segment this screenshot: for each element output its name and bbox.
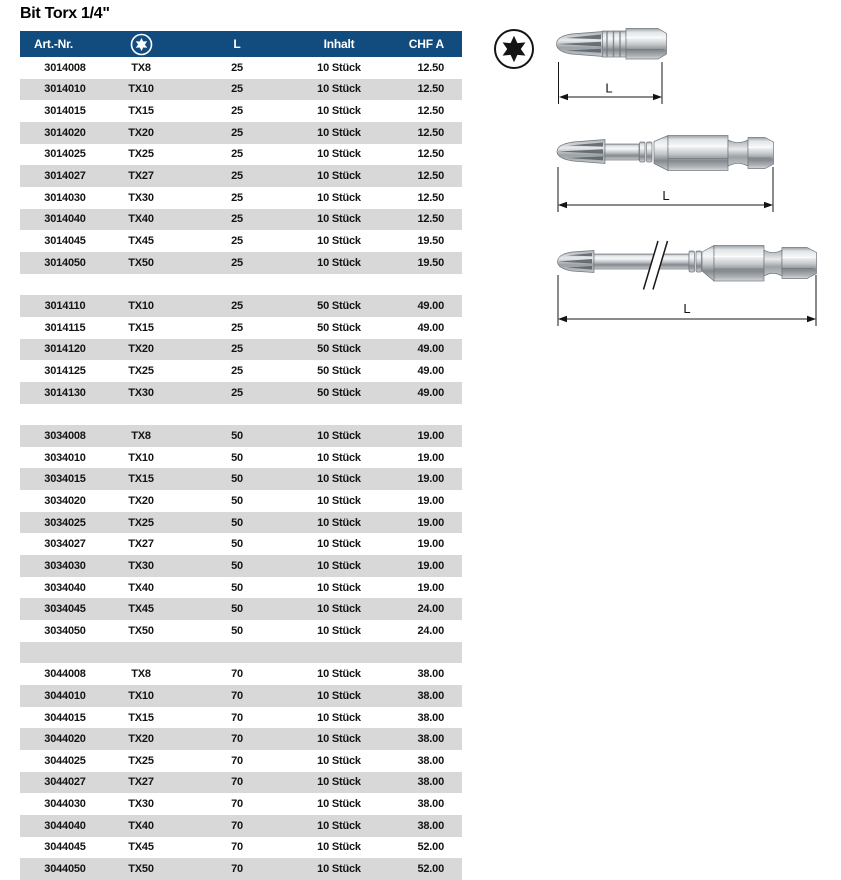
- table-row: [20, 772, 462, 794]
- cell-tx-size: TX15: [128, 321, 154, 334]
- cell-inhalt: 10 Stück: [317, 624, 361, 637]
- cell-tx-size: TX40: [128, 213, 154, 226]
- cell-artnr: 3014010: [44, 83, 86, 96]
- cell-inhalt: 10 Stück: [317, 668, 361, 681]
- cell-length: 50: [231, 581, 243, 594]
- cell-length: 25: [231, 343, 243, 356]
- cell-inhalt: 10 Stück: [317, 798, 361, 811]
- cell-length: 50: [231, 429, 243, 442]
- table-row: [20, 555, 462, 577]
- table-row: [20, 620, 462, 642]
- cell-length: 70: [231, 776, 243, 789]
- table-row: [20, 144, 462, 166]
- cell-price: 19.50: [417, 235, 444, 248]
- cell-length: 25: [231, 148, 243, 161]
- dimension-line-25mm: [559, 62, 663, 104]
- cell-length: 25: [231, 83, 243, 96]
- cell-tx-size: TX10: [128, 689, 154, 702]
- cell-length: 50: [231, 559, 243, 572]
- table-row: [20, 57, 462, 79]
- column-header-length: L: [233, 37, 241, 51]
- cell-length: 25: [231, 170, 243, 183]
- cell-length: 70: [231, 863, 243, 876]
- table-row: [20, 165, 462, 187]
- cell-artnr: 3014008: [44, 61, 86, 74]
- cell-inhalt: 10 Stück: [317, 819, 361, 832]
- cell-price: 24.00: [417, 603, 444, 616]
- cell-price: 19.50: [417, 256, 444, 269]
- cell-artnr: 3034030: [44, 559, 86, 572]
- cell-artnr: 3014050: [44, 256, 86, 269]
- cell-artnr: 3034020: [44, 494, 86, 507]
- cell-length: 25: [231, 213, 243, 226]
- cell-price: 19.00: [417, 494, 444, 507]
- table-row: [20, 295, 462, 317]
- cell-length: 25: [231, 365, 243, 378]
- cell-inhalt: 50 Stück: [317, 365, 361, 378]
- cell-price: 52.00: [417, 863, 444, 876]
- table-row: [20, 79, 462, 101]
- table-body: [20, 57, 462, 880]
- cell-artnr: 3014015: [44, 105, 86, 118]
- cell-price: 49.00: [417, 321, 444, 334]
- cell-artnr: 3044020: [44, 733, 86, 746]
- table-row: [20, 750, 462, 772]
- cell-inhalt: 10 Stück: [317, 689, 361, 702]
- cell-length: 25: [231, 235, 243, 248]
- cell-tx-size: TX10: [128, 300, 154, 313]
- table-row: [20, 339, 462, 361]
- column-header-artnr: Art.-Nr.: [34, 37, 74, 51]
- separator-row: [20, 404, 462, 426]
- cell-tx-size: TX27: [128, 170, 154, 183]
- cell-inhalt: 10 Stück: [317, 170, 361, 183]
- cell-length: 25: [231, 300, 243, 313]
- cell-tx-size: TX25: [128, 148, 154, 161]
- cell-price: 38.00: [417, 689, 444, 702]
- cell-artnr: 3044030: [44, 798, 86, 811]
- cell-inhalt: 50 Stück: [317, 321, 361, 334]
- cell-tx-size: TX40: [128, 819, 154, 832]
- table-row: [20, 100, 462, 122]
- cell-price: 24.00: [417, 624, 444, 637]
- cell-tx-size: TX30: [128, 798, 154, 811]
- cell-inhalt: 10 Stück: [317, 235, 361, 248]
- cell-inhalt: 10 Stück: [317, 191, 361, 204]
- cell-length: 50: [231, 494, 243, 507]
- bit-25mm-illustration: [557, 29, 667, 60]
- cell-length: 25: [231, 61, 243, 74]
- cell-artnr: 3044010: [44, 689, 86, 702]
- cell-length: 25: [231, 256, 243, 269]
- cell-inhalt: 10 Stück: [317, 603, 361, 616]
- cell-tx-size: TX20: [128, 343, 154, 356]
- column-header-inhalt: Inhalt: [323, 37, 355, 51]
- cell-tx-size: TX15: [128, 711, 154, 724]
- cell-artnr: 3034010: [44, 451, 86, 464]
- cell-length: 50: [231, 538, 243, 551]
- cell-length: 70: [231, 689, 243, 702]
- cell-artnr: 3034015: [44, 473, 86, 486]
- cell-tx-size: TX8: [131, 429, 151, 442]
- cell-tx-size: TX20: [128, 733, 154, 746]
- cell-inhalt: 50 Stück: [317, 386, 361, 399]
- price-table: [20, 31, 462, 880]
- cell-price: 12.50: [417, 105, 444, 118]
- cell-inhalt: 10 Stück: [317, 559, 361, 572]
- cell-price: 12.50: [417, 191, 444, 204]
- cell-tx-size: TX8: [131, 61, 151, 74]
- cell-price: 49.00: [417, 300, 444, 313]
- cell-price: 49.00: [417, 386, 444, 399]
- table-header: [20, 31, 462, 57]
- cell-inhalt: 10 Stück: [317, 473, 361, 486]
- table-row: [20, 533, 462, 555]
- cell-price: 38.00: [417, 776, 444, 789]
- cell-inhalt: 50 Stück: [317, 300, 361, 313]
- cell-inhalt: 10 Stück: [317, 733, 361, 746]
- page-title: Bit Torx 1/4": [20, 5, 110, 22]
- cell-inhalt: 10 Stück: [317, 538, 361, 551]
- cell-length: 70: [231, 841, 243, 854]
- cell-tx-size: TX25: [128, 754, 154, 767]
- table-row: [20, 382, 462, 404]
- cell-price: 19.00: [417, 429, 444, 442]
- cell-artnr: 3034008: [44, 429, 86, 442]
- cell-artnr: 3014040: [44, 213, 86, 226]
- cell-inhalt: 10 Stück: [317, 754, 361, 767]
- cell-tx-size: TX50: [128, 863, 154, 876]
- cell-inhalt: 10 Stück: [317, 126, 361, 139]
- cell-length: 70: [231, 733, 243, 746]
- cell-price: 52.00: [417, 841, 444, 854]
- cell-length: 70: [231, 754, 243, 767]
- cell-price: 19.00: [417, 559, 444, 572]
- cell-length: 50: [231, 516, 243, 529]
- torx-star-icon: [130, 33, 153, 56]
- table-row: [20, 685, 462, 707]
- table-row: [20, 793, 462, 815]
- cell-price: 19.00: [417, 581, 444, 594]
- cell-artnr: 3044025: [44, 754, 86, 767]
- cell-length: 50: [231, 451, 243, 464]
- cell-price: 38.00: [417, 754, 444, 767]
- cell-inhalt: 10 Stück: [317, 148, 361, 161]
- cell-length: 25: [231, 321, 243, 334]
- cell-tx-size: TX15: [128, 105, 154, 118]
- cell-price: 38.00: [417, 819, 444, 832]
- cell-artnr: 3034045: [44, 603, 86, 616]
- table-row: [20, 512, 462, 534]
- cell-inhalt: 10 Stück: [317, 105, 361, 118]
- cell-artnr: 3044015: [44, 711, 86, 724]
- cell-price: 38.00: [417, 798, 444, 811]
- cell-length: 25: [231, 386, 243, 399]
- cell-tx-size: TX40: [128, 581, 154, 594]
- cell-tx-size: TX50: [128, 256, 154, 269]
- cell-length: 70: [231, 711, 243, 724]
- table-row: [20, 468, 462, 490]
- table-row: [20, 577, 462, 599]
- cell-price: 38.00: [417, 711, 444, 724]
- table-row: [20, 187, 462, 209]
- cell-length: 50: [231, 603, 243, 616]
- cell-tx-size: TX15: [128, 473, 154, 486]
- table-row: [20, 858, 462, 880]
- cell-tx-size: TX27: [128, 538, 154, 551]
- cell-tx-size: TX20: [128, 126, 154, 139]
- column-header-torx: [110, 33, 172, 56]
- cell-inhalt: 10 Stück: [317, 61, 361, 74]
- cell-artnr: 3034027: [44, 538, 86, 551]
- cell-artnr: 3034025: [44, 516, 86, 529]
- cell-tx-size: TX30: [128, 191, 154, 204]
- column-header-price: CHF A: [408, 37, 444, 51]
- cell-inhalt: 10 Stück: [317, 429, 361, 442]
- cell-tx-size: TX45: [128, 603, 154, 616]
- cell-tx-size: TX25: [128, 516, 154, 529]
- cell-tx-size: TX27: [128, 776, 154, 789]
- dimension-line-70mm: [558, 275, 816, 326]
- table-row: [20, 209, 462, 231]
- table-row: [20, 122, 462, 144]
- table-row: [20, 598, 462, 620]
- cell-artnr: 3014120: [44, 343, 86, 356]
- cell-price: 12.50: [417, 83, 444, 96]
- cell-tx-size: TX10: [128, 451, 154, 464]
- cell-artnr: 3014115: [44, 321, 86, 334]
- table-row: [20, 252, 462, 274]
- cell-price: 12.50: [417, 61, 444, 74]
- cell-length: 25: [231, 191, 243, 204]
- cell-price: 12.50: [417, 126, 444, 139]
- cell-price: 49.00: [417, 343, 444, 356]
- cell-inhalt: 10 Stück: [317, 83, 361, 96]
- cell-inhalt: 10 Stück: [317, 581, 361, 594]
- cell-length: 25: [231, 105, 243, 118]
- table-row: [20, 728, 462, 750]
- cell-inhalt: 10 Stück: [317, 776, 361, 789]
- cell-artnr: 3014030: [44, 191, 86, 204]
- cell-inhalt: 10 Stück: [317, 256, 361, 269]
- cell-tx-size: TX45: [128, 235, 154, 248]
- table-row: [20, 425, 462, 447]
- cell-artnr: 3014025: [44, 148, 86, 161]
- table-row: [20, 317, 462, 339]
- cell-artnr: 3014125: [44, 365, 86, 378]
- cell-inhalt: 10 Stück: [317, 516, 361, 529]
- table-row: [20, 447, 462, 469]
- cell-length: 50: [231, 473, 243, 486]
- dimension-line-50mm: [558, 167, 773, 212]
- cell-price: 12.50: [417, 213, 444, 226]
- cell-inhalt: 50 Stück: [317, 343, 361, 356]
- cell-length: 70: [231, 668, 243, 681]
- cell-length: 70: [231, 819, 243, 832]
- cell-tx-size: TX50: [128, 624, 154, 637]
- cell-artnr: 3014130: [44, 386, 86, 399]
- cell-tx-size: TX45: [128, 841, 154, 854]
- cell-artnr: 3034040: [44, 581, 86, 594]
- cell-tx-size: TX25: [128, 365, 154, 378]
- cell-artnr: 3014110: [44, 300, 86, 313]
- table-row: [20, 490, 462, 512]
- cell-price: 19.00: [417, 451, 444, 464]
- dimension-label: L: [605, 80, 613, 96]
- dimension-label: L: [662, 188, 670, 203]
- cell-price: 19.00: [417, 516, 444, 529]
- cell-inhalt: 10 Stück: [317, 863, 361, 876]
- separator-row: [20, 642, 462, 664]
- dimension-label: L: [683, 301, 691, 316]
- cell-artnr: 3044050: [44, 863, 86, 876]
- cell-artnr: 3044027: [44, 776, 86, 789]
- cell-price: 38.00: [417, 668, 444, 681]
- cell-artnr: 3014027: [44, 170, 86, 183]
- cell-artnr: 3044008: [44, 668, 86, 681]
- cell-artnr: 3044045: [44, 841, 86, 854]
- cell-tx-size: TX20: [128, 494, 154, 507]
- cell-tx-size: TX10: [128, 83, 154, 96]
- cell-inhalt: 10 Stück: [317, 213, 361, 226]
- cell-length: 25: [231, 126, 243, 139]
- cell-artnr: 3034050: [44, 624, 86, 637]
- cell-inhalt: 10 Stück: [317, 841, 361, 854]
- cell-price: 19.00: [417, 473, 444, 486]
- torx-star-badge: [495, 30, 533, 68]
- table-row: [20, 663, 462, 685]
- table-row: [20, 815, 462, 837]
- product-diagrams: [480, 0, 841, 340]
- cell-length: 70: [231, 798, 243, 811]
- cell-inhalt: 10 Stück: [317, 711, 361, 724]
- cell-inhalt: 10 Stück: [317, 451, 361, 464]
- cell-length: 50: [231, 624, 243, 637]
- cell-price: 38.00: [417, 733, 444, 746]
- cell-artnr: 3044040: [44, 819, 86, 832]
- bit-50mm-illustration: [557, 136, 774, 171]
- cell-price: 12.50: [417, 170, 444, 183]
- cell-price: 19.00: [417, 538, 444, 551]
- cell-artnr: 3014020: [44, 126, 86, 139]
- cell-artnr: 3014045: [44, 235, 86, 248]
- cell-price: 12.50: [417, 148, 444, 161]
- table-row: [20, 230, 462, 252]
- table-row: [20, 837, 462, 859]
- cell-tx-size: TX30: [128, 559, 154, 572]
- cell-price: 49.00: [417, 365, 444, 378]
- separator-row: [20, 274, 462, 296]
- table-row: [20, 707, 462, 729]
- cell-tx-size: TX30: [128, 386, 154, 399]
- bit-70mm-illustration: [558, 241, 817, 290]
- cell-inhalt: 10 Stück: [317, 494, 361, 507]
- table-row: [20, 360, 462, 382]
- cell-tx-size: TX8: [131, 668, 151, 681]
